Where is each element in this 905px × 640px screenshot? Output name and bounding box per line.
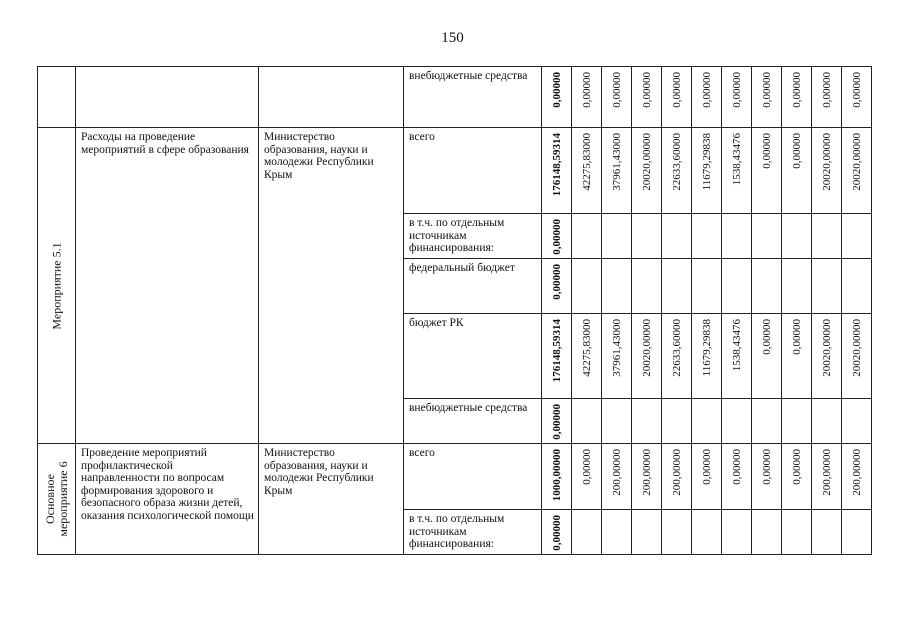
value-cell (842, 214, 872, 259)
total-value: 0,00000 (550, 72, 563, 108)
event-label-line: Основное (42, 474, 57, 524)
event-executor: Министерство образования, науки и молодежи Республики Крым (259, 128, 404, 444)
year-value: 200,00000 (670, 449, 683, 496)
value-cell (842, 510, 872, 555)
value-cell (572, 399, 602, 444)
year-value: 20020,00000 (850, 319, 863, 377)
year-value: 22633,60000 (670, 133, 683, 191)
year-value: 0,00000 (580, 72, 593, 108)
value-cell (842, 259, 872, 314)
year-value: 20020,00000 (640, 319, 653, 377)
year-value: 0,00000 (790, 72, 803, 108)
year-value: 11679,29838 (700, 319, 713, 377)
total-value: 0,00000 (550, 219, 563, 255)
funding-source: в т.ч. по отдельным источникам финансирования: (404, 214, 542, 259)
value-cell (662, 128, 692, 214)
value-cell (842, 399, 872, 444)
value-cell (842, 67, 872, 128)
value-cell (632, 128, 662, 214)
value-cell (692, 510, 722, 555)
value-cell (692, 259, 722, 314)
year-value: 0,00000 (700, 72, 713, 108)
value-cell (662, 259, 692, 314)
event-label-cell (38, 128, 76, 444)
name-cell (76, 67, 259, 128)
year-value: 0,00000 (700, 449, 713, 485)
value-cell (542, 510, 572, 555)
value-cell (632, 399, 662, 444)
value-cell (692, 67, 722, 128)
year-value: 200,00000 (640, 449, 653, 496)
value-cell (632, 259, 662, 314)
value-cell (722, 214, 752, 259)
value-cell (692, 128, 722, 214)
event-executor: Министерство образования, науки и молодежи Республики Крым (259, 444, 404, 555)
value-cell (812, 314, 842, 399)
value-cell (782, 314, 812, 399)
funding-source: всего (404, 128, 542, 214)
value-cell (752, 259, 782, 314)
value-cell (572, 128, 602, 214)
year-value: 0,00000 (670, 72, 683, 108)
value-cell (632, 314, 662, 399)
value-cell (662, 214, 692, 259)
year-value: 22633,60000 (670, 319, 683, 377)
funding-source: внебюджетные средства (404, 399, 542, 444)
year-value: 1538,43476 (730, 319, 743, 372)
value-cell (782, 214, 812, 259)
event-label (44, 461, 70, 536)
year-value: 200,00000 (820, 449, 833, 496)
value-cell (602, 259, 632, 314)
page-number: 150 (441, 30, 464, 46)
value-cell (662, 314, 692, 399)
table-row (38, 128, 872, 214)
value-cell (812, 128, 842, 214)
value-cell (722, 128, 752, 214)
value-cell (662, 399, 692, 444)
value-cell (752, 510, 782, 555)
value-cell (572, 214, 602, 259)
event-label (50, 242, 63, 329)
funding-source: в т.ч. по отдельным источникам финансирования: (404, 510, 542, 555)
year-value: 37961,43000 (610, 133, 623, 191)
value-cell (542, 259, 572, 314)
value-cell (542, 399, 572, 444)
total-value: 0,00000 (550, 264, 563, 300)
year-value: 0,00000 (790, 319, 803, 355)
total-value: 1000,00000 (550, 449, 563, 502)
value-cell (752, 399, 782, 444)
value-cell (542, 67, 572, 128)
value-cell (572, 314, 602, 399)
year-value: 0,00000 (580, 449, 593, 485)
funding-source: федеральный бюджет (404, 259, 542, 314)
value-cell (812, 399, 842, 444)
year-value: 37961,43000 (610, 319, 623, 377)
value-cell (722, 510, 752, 555)
value-cell (572, 67, 602, 128)
funding-source: внебюджетные средства (404, 67, 542, 128)
year-value: 0,00000 (820, 72, 833, 108)
value-cell (572, 259, 602, 314)
value-cell (752, 314, 782, 399)
value-cell (812, 214, 842, 259)
value-cell (542, 214, 572, 259)
value-cell (542, 128, 572, 214)
year-value: 0,00000 (760, 449, 773, 485)
value-cell (812, 510, 842, 555)
value-cell (692, 444, 722, 510)
value-cell (842, 314, 872, 399)
year-value: 0,00000 (790, 133, 803, 169)
year-value: 0,00000 (790, 449, 803, 485)
value-cell (722, 444, 752, 510)
value-cell (752, 214, 782, 259)
value-cell (812, 67, 842, 128)
value-cell (602, 510, 632, 555)
table-row (38, 67, 872, 128)
value-cell (662, 67, 692, 128)
value-cell (722, 67, 752, 128)
value-cell (782, 399, 812, 444)
value-cell (632, 214, 662, 259)
value-cell (692, 214, 722, 259)
value-cell (722, 399, 752, 444)
value-cell (602, 214, 632, 259)
event-label-line: мероприятие 6 (55, 461, 70, 537)
value-cell (812, 259, 842, 314)
value-cell (752, 444, 782, 510)
year-value: 42275,83000 (580, 319, 593, 377)
total-value: 0,00000 (550, 404, 563, 440)
value-cell (602, 128, 632, 214)
value-cell (572, 444, 602, 510)
budget-table (37, 66, 872, 555)
value-cell (782, 510, 812, 555)
value-cell (722, 259, 752, 314)
value-cell (602, 67, 632, 128)
value-cell (812, 444, 842, 510)
year-value: 20020,00000 (820, 133, 833, 191)
year-value: 42275,83000 (580, 133, 593, 191)
year-value: 0,00000 (760, 319, 773, 355)
value-cell (692, 399, 722, 444)
value-cell (752, 128, 782, 214)
year-value: 1538,43476 (730, 133, 743, 186)
total-value: 176148,59314 (550, 319, 563, 383)
year-value: 0,00000 (730, 72, 743, 108)
funding-source: бюджет РК (404, 314, 542, 399)
value-cell (602, 399, 632, 444)
value-cell (632, 510, 662, 555)
value-cell (842, 444, 872, 510)
value-cell (662, 444, 692, 510)
value-cell (782, 128, 812, 214)
value-cell (632, 67, 662, 128)
label-cell (38, 67, 76, 128)
year-value: 200,00000 (610, 449, 623, 496)
value-cell (782, 444, 812, 510)
year-value: 20020,00000 (850, 133, 863, 191)
value-cell (602, 314, 632, 399)
year-value: 0,00000 (610, 72, 623, 108)
event-name: Расходы на проведение мероприятий в сфере образования (76, 128, 259, 444)
year-value: 200,00000 (850, 449, 863, 496)
total-value: 0,00000 (550, 515, 563, 551)
event-label-cell (38, 444, 76, 555)
value-cell (602, 444, 632, 510)
year-value: 0,00000 (760, 133, 773, 169)
value-cell (542, 314, 572, 399)
value-cell (692, 314, 722, 399)
year-value: 20020,00000 (820, 319, 833, 377)
year-value: 0,00000 (850, 72, 863, 108)
value-cell (722, 314, 752, 399)
table-row (38, 444, 872, 510)
total-value: 176148,59314 (550, 133, 563, 197)
value-cell (782, 259, 812, 314)
value-cell (572, 510, 602, 555)
value-cell (752, 67, 782, 128)
value-cell (782, 67, 812, 128)
value-cell (842, 128, 872, 214)
event-label-text: Мероприятие 5.1 (49, 241, 63, 330)
funding-source: всего (404, 444, 542, 510)
year-value: 20020,00000 (640, 133, 653, 191)
year-value: 0,00000 (640, 72, 653, 108)
year-value: 0,00000 (730, 449, 743, 485)
year-value: 0,00000 (760, 72, 773, 108)
year-value: 11679,29838 (700, 133, 713, 191)
value-cell (632, 444, 662, 510)
event-name: Проведение мероприятий профилактической направленности по вопросам формирования здорового и безопасного образа жизни детей, оказания психологической помощи (76, 444, 259, 555)
value-cell (662, 510, 692, 555)
executor-cell (259, 67, 404, 128)
value-cell (542, 444, 572, 510)
